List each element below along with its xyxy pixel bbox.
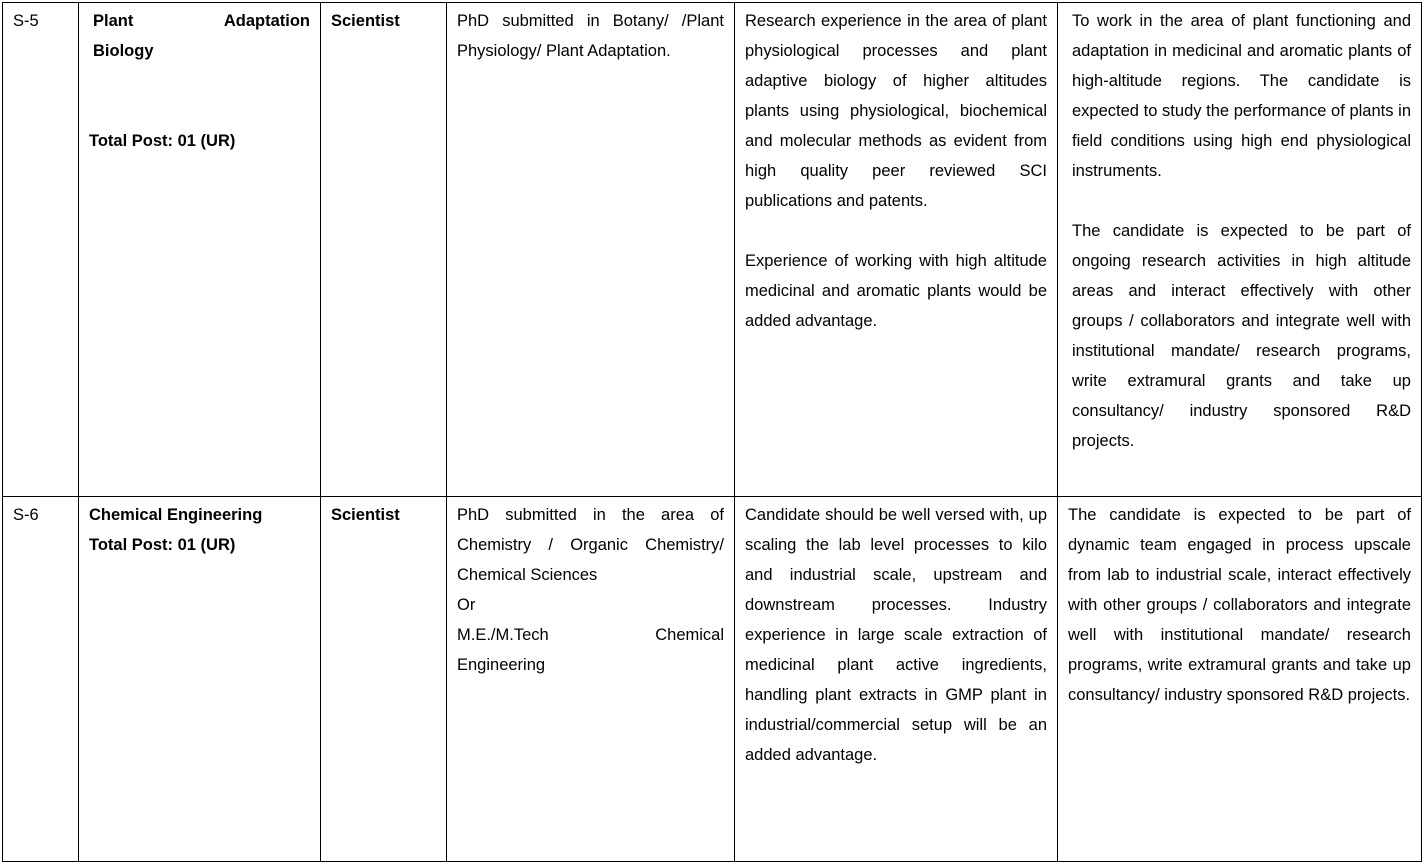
research-area: Chemical Engineering <box>89 506 263 524</box>
total-post: Total Post: 01 (UR) <box>89 536 236 554</box>
qualification-line: Engineering <box>457 656 546 674</box>
qualification-line: M.E./M.Tech Chemical <box>457 626 724 644</box>
research-area-line: Biology <box>93 42 154 60</box>
qualification-cell <box>447 3 735 497</box>
job-profile-paragraph: The candidate is expected to be part of dynamic team engaged in process upscale from lab to industrial scale, interact effectively with other groups / collaborators and integrate well with institutional mandate/ research programs, write extramural grants and take up consultancy/ industry sponsored R&D projects. <box>1068 506 1411 704</box>
experience-cell <box>735 497 1058 862</box>
research-area-cell <box>79 497 321 862</box>
experience-paragraph: Research experience in the area of plant physiological processes and plant adaptive biology of higher altitudes plants using physiological, biochemical and molecular methods as evident from high quality peer reviewed SCI publications and patents. <box>745 12 1047 210</box>
research-area-cell <box>79 3 321 497</box>
table-row <box>3 497 1422 862</box>
qualification-line: Or <box>457 596 476 614</box>
designation: Scientist <box>331 12 400 30</box>
experience-paragraph: Candidate should be well versed with, up scaling the lab level processes to kilo and industrial scale, upstream and downstream processes. Industry experience in large scale extraction of medicinal plant active ingredients, handling plant extracts in GMP plant in industrial/commercial setup will be an added advantage. <box>745 506 1047 764</box>
post-code-cell <box>3 3 79 497</box>
posts-table <box>2 2 1422 862</box>
experience-paragraph: Experience of working with high altitude medicinal and aromatic plants would be added advantage. <box>745 252 1047 330</box>
designation-cell <box>321 497 447 862</box>
post-code: S-6 <box>13 506 39 524</box>
total-post: Total Post: 01 (UR) <box>89 132 236 150</box>
designation-cell <box>321 3 447 497</box>
experience-cell <box>735 3 1058 497</box>
job-profile-paragraph: To work in the area of plant functioning and adaptation in medicinal and aromatic plants of high-altitude regions. The candidate is expected to study the performance of plants in field conditions using high end physiological instruments. <box>1072 12 1411 180</box>
research-area-line: Plant Adaptation <box>93 12 310 30</box>
job-profile-cell <box>1058 3 1422 497</box>
job-profile-paragraph: The candidate is expected to be part of ongoing research activities in high altitude areas and interact effectively with other groups / collaborators and integrate well with institutional mandate/ research programs, write extramural grants and take up consultancy/ industry sponsored R&D projects. <box>1072 222 1411 450</box>
post-code-cell <box>3 497 79 862</box>
qualification: PhD submitted in Botany/ /Plant Physiology/ Plant Adaptation. <box>457 12 724 60</box>
qualification-line: PhD submitted in the area of Chemistry / Organic Chemistry/ Chemical Sciences <box>457 506 724 584</box>
job-profile-cell <box>1058 497 1422 862</box>
designation: Scientist <box>331 506 400 524</box>
qualification-cell <box>447 497 735 862</box>
post-code: S-5 <box>13 12 39 30</box>
table-row <box>3 3 1422 497</box>
